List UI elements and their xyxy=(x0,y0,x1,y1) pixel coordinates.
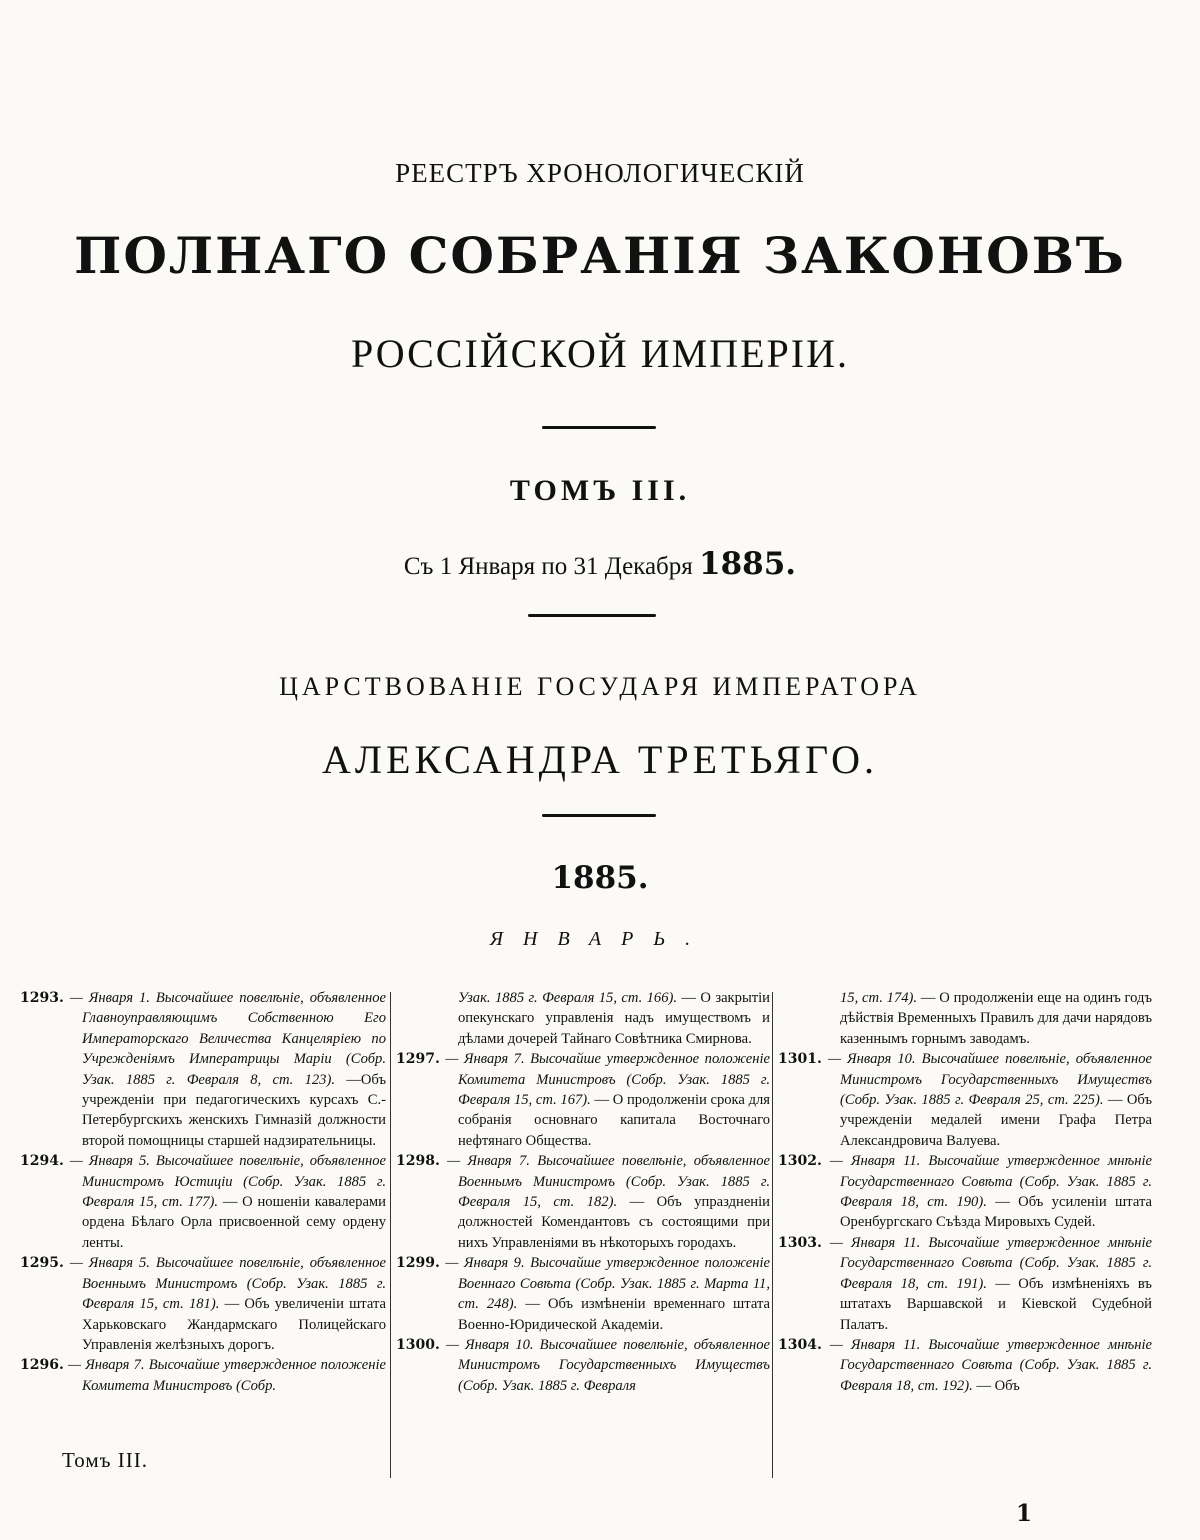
month-heading: ЯНВАРЬ. xyxy=(489,928,711,950)
entry-citation: — Января 10. Высочайшее повелѣніе, объявленное Министромъ Государственныхъ Имуществъ (Собр. Узак. 1885 г. Февраля 25, ст. 225). xyxy=(827,1051,1152,1109)
entry-citation: — Января 5. Высочайшее повелѣніе, объявленное Министромъ Юстиціи (Собр. Узак. 1885 г. Февраля 15, ст. 177). xyxy=(69,1153,386,1211)
entry-text: — Объ упраздненіи должностей Комендантовъ съ состоящими при нихъ Управленіями въ нѣкоторыхъ городахъ. xyxy=(458,1194,770,1251)
volume-title: ТОМЪ III. xyxy=(509,474,691,507)
empire-title: РОССІЙСКОЙ ИМПЕРІИ. xyxy=(350,331,850,376)
entry-citation: — Января 10. Высочайшее повелѣніе, объявленное Министромъ Государственныхъ Имуществъ (Собр. Узак. 1885 г. Февраля xyxy=(445,1336,770,1394)
entry-number: 1299. xyxy=(396,1255,440,1272)
entry-text: — О закрытіи опекунскаго управленія надъ имуществомъ и дѣлами дочерей Тайнаго Совѣтника Смирнова. xyxy=(458,990,770,1047)
entry-number: 1297. xyxy=(396,1051,440,1068)
entry-text: — О ношеніи кавалерами ордена Бѣлаго Орла присвоенной сему ордену ленты. xyxy=(82,1194,386,1251)
entry-number: 1301. xyxy=(778,1051,822,1068)
entry-citation: 15, ст. 174). xyxy=(840,990,918,1006)
entry-number: 1294. xyxy=(20,1153,64,1170)
entry-number: 1296. xyxy=(20,1357,64,1374)
entry-citation: — Января 9. Высочайше утвержденное положеніе Военнаго Совѣта (Собр. Узак. 1885 г. Марта 11, ст. 248). xyxy=(445,1255,770,1313)
law-entry xyxy=(20,1355,386,1396)
entry-citation: — Января 7. Высочайше утвержденное положеніе Комитета Министровъ (Собр. xyxy=(68,1357,386,1394)
entry-citation: — Января 11. Высочайше утвержденное мнѣніе Государственнаго Совѣта (Собр. Узак. 1885 г. Февраля 18, ст. 192). xyxy=(829,1336,1152,1394)
period-line xyxy=(0,546,1200,582)
entry-citation: — Января 11. Высочайше утвержденное мнѣніе Государственнаго Совѣта (Собр. Узак. 1885 г. Февраля 18, ст. 190). xyxy=(829,1153,1152,1211)
entry-number: 1304. xyxy=(778,1336,822,1353)
entry-citation: — Января 1. Высочайшее повелѣніе, объявленное Главноуправляющимъ Собственною Его Императорскаго Величества Канцеляріею по Учрежденіямъ Императрицы Маріи (Собр. Узак. 1885 г. Февраля 8, ст. 123). xyxy=(69,990,386,1088)
divider-rule xyxy=(542,814,656,817)
entry-citation: — Января 7. Высочайше утвержденное положеніе Комитета Министровъ (Собр. Узак. 1885 г. Февраля 15, ст. 167). xyxy=(445,1051,770,1109)
divider-rule xyxy=(528,614,656,617)
column-2 xyxy=(396,988,770,1396)
entry-text: — О продолженіи срока для собранія основнаго капитала Восточнаго нефтянаго Общества. xyxy=(458,1092,770,1149)
law-entry xyxy=(20,1151,386,1253)
entry-number: 1295. xyxy=(20,1255,64,1272)
divider-rule xyxy=(542,426,656,429)
registry-title: РЕЕСТРЪ ХРОНОЛОГИЧЕСКІЙ xyxy=(395,158,805,188)
year-heading: 1885. xyxy=(551,860,649,896)
entry-text: — Объ измѣненіяхъ въ штатахъ Варшавской и Кіевской Судебной Палатъ. xyxy=(840,1275,1152,1333)
entry-text: — Объ увеличеніи штата Харьковскаго Жандармскаго Полицейскаго Управленія желѣзныхъ дорогъ. xyxy=(82,1296,386,1353)
law-entry xyxy=(396,1335,770,1396)
entry-number: 1300. xyxy=(396,1336,440,1353)
entry-citation: — Января 5. Высочайшее повелѣніе, объявленное Военнымъ Министромъ (Собр. Узак. 1885 г. Февраля 15, ст. 181). xyxy=(69,1255,386,1313)
entry-text: — Объ учрежденіи медалей имени Графа Петра Александровича Валуева. xyxy=(840,1092,1152,1149)
column-separator xyxy=(390,992,391,1478)
law-entry xyxy=(20,1253,386,1355)
column-3 xyxy=(778,988,1152,1396)
entry-text: — Объ измѣненіи временнаго штата Военно-Юридической Академіи. xyxy=(458,1296,770,1333)
volume-footer: Томъ III. xyxy=(62,1448,148,1472)
law-entry xyxy=(396,1253,770,1335)
entry-number: 1303. xyxy=(778,1234,822,1251)
emperor-name: АЛЕКСАНДРА ТРЕТЬЯГО. xyxy=(322,737,878,782)
column-separator xyxy=(772,992,773,1478)
column-1 xyxy=(20,988,386,1396)
entry-number: 1298. xyxy=(396,1153,440,1170)
law-entry xyxy=(778,1233,1152,1335)
entry-number: 1302. xyxy=(778,1153,822,1170)
collection-title: ПОЛНАГО СОБРАНІЯ ЗАКОНОВЪ xyxy=(74,226,1126,285)
period-year: 1885. xyxy=(699,546,797,582)
entry-text: —Объ учрежденіи при педагогическихъ курсахъ С.-Петербургскихъ женскихъ Гимназій должности второй помощницы старшей надзирательницы. xyxy=(82,1071,387,1149)
entry-citation: — Января 7. Высочайшее повелѣніе, объявленное Военнымъ Министромъ (Собр. Узак. 1885 г. Февраля 15, ст. 182). xyxy=(447,1153,770,1211)
period-text: Съ 1 Января по 31 Декабря xyxy=(403,553,693,580)
law-entry xyxy=(396,1151,770,1253)
entry-text: — О продолженіи еще на одинъ годъ дѣйствія Временныхъ Правилъ для дачи нарядовъ казеннымъ горнымъ заводамъ. xyxy=(840,990,1153,1047)
page-number: 1 xyxy=(1016,1500,1033,1527)
entry-continuation xyxy=(396,988,770,1049)
law-entry xyxy=(778,1049,1152,1151)
law-entry xyxy=(778,1151,1152,1233)
entry-citation: Узак. 1885 г. Февраля 15, ст. 166). xyxy=(458,990,678,1006)
reign-title: ЦАРСТВОВАНІЕ ГОСУДАРЯ ИМПЕРАТОРА xyxy=(279,672,921,701)
law-entry xyxy=(20,988,386,1151)
entry-continuation xyxy=(778,988,1152,1049)
entry-number: 1293. xyxy=(20,990,64,1006)
law-entry xyxy=(778,1335,1152,1396)
law-entry xyxy=(396,1049,770,1151)
entry-text: — Объ xyxy=(976,1377,1020,1394)
entry-text: — Объ усиленіи штата Оренбургскаго Съѣзда Мировыхъ Судей. xyxy=(840,1194,1152,1231)
entry-citation: — Января 11. Высочайше утвержденное мнѣніе Государственнаго Совѣта (Собр. Узак. 1885 г. Февраля 18, ст. 191). xyxy=(829,1234,1152,1292)
